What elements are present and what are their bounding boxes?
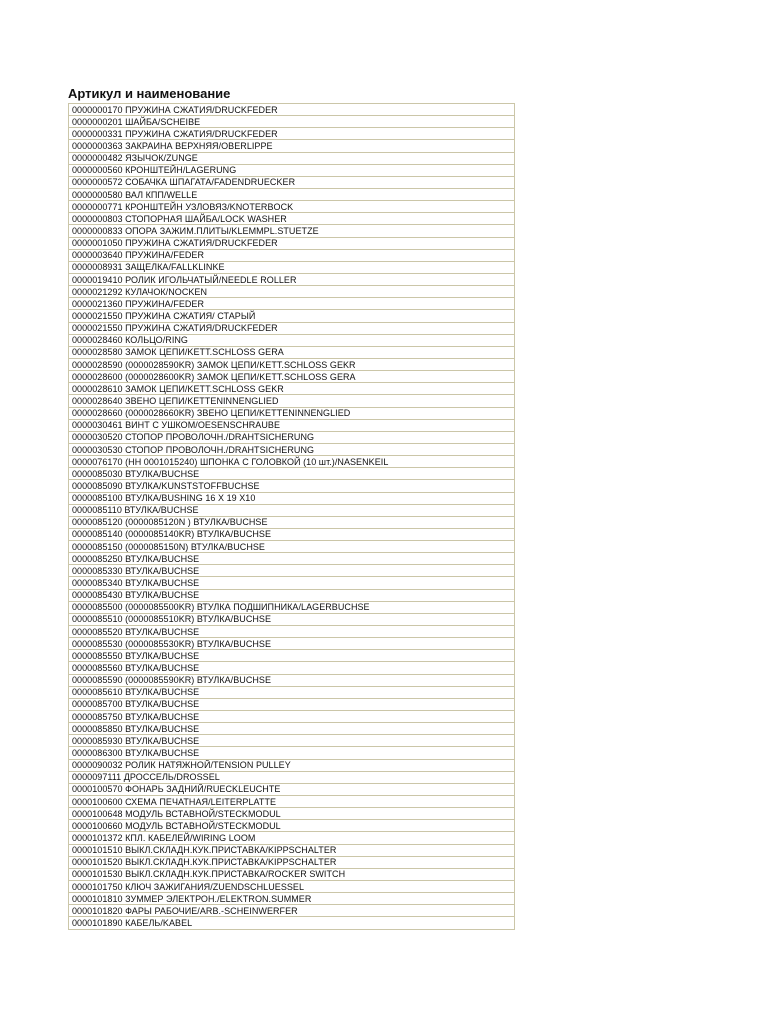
- table-row: [69, 759, 515, 771]
- table-row: [69, 492, 515, 504]
- part-cell: 0000028600 (0000028600KR) ЗАМОК ЦЕПИ/KETT.SCHLOSS GERA: [69, 371, 515, 383]
- part-cell: 0000085030 ВТУЛКА/BUCHSE: [69, 468, 515, 480]
- table-row: [69, 844, 515, 856]
- table-row: [69, 905, 515, 917]
- part-cell: 0000101372 КПЛ. КАБЕЛЕЙ/WIRING LOOM: [69, 832, 515, 844]
- table-row: [69, 917, 515, 929]
- part-cell: 0000028460 КОЛЬЦО/RING: [69, 334, 515, 346]
- table-row: [69, 456, 515, 468]
- table-row: [69, 346, 515, 358]
- part-cell: 0000085700 ВТУЛКА/BUCHSE: [69, 698, 515, 710]
- part-cell: 0000085330 ВТУЛКА/BUCHSE: [69, 565, 515, 577]
- part-cell: 0000000482 ЯЗЫЧОК/ZUNGE: [69, 152, 515, 164]
- part-cell: 0000008931 ЗАЩЕЛКА/FALLKLINKE: [69, 261, 515, 273]
- part-cell: 0000085610 ВТУЛКА/BUCHSE: [69, 686, 515, 698]
- part-cell: 0000028580 ЗАМОК ЦЕПИ/KETT.SCHLOSS GERA: [69, 346, 515, 358]
- part-cell: 0000000803 СТОПОРНАЯ ШАЙБА/LOCK WASHER: [69, 213, 515, 225]
- part-cell: 0000000201 ШАЙБА/SCHEIBE: [69, 116, 515, 128]
- table-row: [69, 164, 515, 176]
- table-row: [69, 613, 515, 625]
- part-cell: 0000101750 КЛЮЧ ЗАЖИГАНИЯ/ZUENDSCHLUESSEL: [69, 881, 515, 893]
- part-cell: 0000028640 ЗВЕНО ЦЕПИ/KETTENINNENGLIED: [69, 395, 515, 407]
- table-row: [69, 468, 515, 480]
- part-cell: 0000085530 (0000085530KR) ВТУЛКА/BUCHSE: [69, 638, 515, 650]
- part-cell: 0000085100 ВТУЛКА/BUSHING 16 X 19 X10: [69, 492, 515, 504]
- part-cell: 0000085140 (0000085140KR) ВТУЛКА/BUCHSE: [69, 528, 515, 540]
- part-cell: 0000085750 ВТУЛКА/BUCHSE: [69, 711, 515, 723]
- table-row: [69, 674, 515, 686]
- table-row: [69, 443, 515, 455]
- part-cell: 0000100648 МОДУЛЬ ВСТАВНОЙ/STECKMODUL: [69, 808, 515, 820]
- table-row: [69, 601, 515, 613]
- part-cell: 0000100660 МОДУЛЬ ВСТАВНОЙ/STECKMODUL: [69, 820, 515, 832]
- table-row: [69, 662, 515, 674]
- table-row: [69, 152, 515, 164]
- part-cell: 0000085250 ВТУЛКА/BUCHSE: [69, 553, 515, 565]
- table-row: [69, 589, 515, 601]
- table-row: [69, 431, 515, 443]
- part-cell: 0000030520 СТОПОР ПРОВОЛОЧН./DRAHTSICHERUNG: [69, 431, 515, 443]
- table-row: [69, 868, 515, 880]
- table-row: [69, 783, 515, 795]
- part-cell: 0000030530 СТОПОР ПРОВОЛОЧН./DRAHTSICHERUNG: [69, 443, 515, 455]
- table-row: [69, 249, 515, 261]
- table-row: [69, 771, 515, 783]
- part-cell: 0000003640 ПРУЖИНА/FEDER: [69, 249, 515, 261]
- table-row: [69, 322, 515, 334]
- part-cell: 0000085090 ВТУЛКА/KUNSTSTOFFBUCHSE: [69, 480, 515, 492]
- part-cell: 0000000771 КРОНШТЕЙН УЗЛОВЯЗ/KNOTERBOCK: [69, 201, 515, 213]
- part-cell: 0000086300 ВТУЛКА/BUCHSE: [69, 747, 515, 759]
- part-cell: 0000000572 СОБАЧКА ШПАГАТА/FADENDRUECKER: [69, 176, 515, 188]
- table-row: [69, 638, 515, 650]
- part-cell: 0000085500 (0000085500KR) ВТУЛКА ПОДШИПНИКА/LAGERBUCHSE: [69, 601, 515, 613]
- table-row: [69, 832, 515, 844]
- part-cell: 0000076170 (HH 0001015240) ШПОНКА С ГОЛОВКОЙ (10 шт.)/NASENKEIL: [69, 456, 515, 468]
- part-cell: 0000001050 ПРУЖИНА СЖАТИЯ/DRUCKFEDER: [69, 237, 515, 249]
- table-row: [69, 504, 515, 516]
- table-row: [69, 140, 515, 152]
- part-cell: 0000028660 (0000028660KR) ЗВЕНО ЦЕПИ/KETTENINNENGLIED: [69, 407, 515, 419]
- part-cell: 0000097111 ДРОССЕЛЬ/DROSSEL: [69, 771, 515, 783]
- table-row: [69, 104, 515, 116]
- part-cell: 0000085560 ВТУЛКА/BUCHSE: [69, 662, 515, 674]
- table-row: [69, 711, 515, 723]
- table-row: [69, 395, 515, 407]
- parts-table-body: [69, 104, 515, 930]
- table-row: [69, 565, 515, 577]
- table-row: [69, 893, 515, 905]
- table-row: [69, 808, 515, 820]
- part-cell: 0000085120 (0000085120N ) ВТУЛКА/BUCHSE: [69, 516, 515, 528]
- table-row: [69, 273, 515, 285]
- table-row: [69, 286, 515, 298]
- parts-sheet: [68, 86, 515, 930]
- column-title: Артикул и наименование: [68, 86, 231, 101]
- part-cell: 0000101810 ЗУММЕР ЭЛЕКТРОН./ELEKTRON.SUMMER: [69, 893, 515, 905]
- part-cell: 0000000560 КРОНШТЕЙН/LAGERUNG: [69, 164, 515, 176]
- table-row: [69, 371, 515, 383]
- parts-table: [68, 103, 515, 930]
- table-row: [69, 213, 515, 225]
- table-row: [69, 553, 515, 565]
- table-row: [69, 298, 515, 310]
- table-row: [69, 237, 515, 249]
- part-cell: 0000028590 (0000028590KR) ЗАМОК ЦЕПИ/KETT.SCHLOSS GEKR: [69, 358, 515, 370]
- table-row: [69, 516, 515, 528]
- part-cell: 0000100600 СХЕМА ПЕЧАТНАЯ/LEITERPLATTE: [69, 796, 515, 808]
- table-row: [69, 334, 515, 346]
- part-cell: 0000085930 ВТУЛКА/BUCHSE: [69, 735, 515, 747]
- table-row: [69, 176, 515, 188]
- table-row: [69, 881, 515, 893]
- part-cell: 0000085340 ВТУЛКА/BUCHSE: [69, 577, 515, 589]
- part-cell: 0000085520 ВТУЛКА/BUCHSE: [69, 626, 515, 638]
- table-row: [69, 796, 515, 808]
- part-cell: 0000000580 ВАЛ КПП/WELLE: [69, 188, 515, 200]
- table-row: [69, 407, 515, 419]
- part-cell: 0000101890 КАБЕЛЬ/KABEL: [69, 917, 515, 929]
- part-cell: 0000101530 ВЫКЛ.СКЛАДН.КУК.ПРИСТАВКА/ROCKER SWITCH: [69, 868, 515, 880]
- part-cell: 0000021360 ПРУЖИНА/FEDER: [69, 298, 515, 310]
- part-cell: 0000030461 ВИНТ С УШКОМ/OESENSCHRAUBE: [69, 419, 515, 431]
- part-cell: 0000085590 (0000085590KR) ВТУЛКА/BUCHSE: [69, 674, 515, 686]
- table-row: [69, 528, 515, 540]
- table-row: [69, 856, 515, 868]
- table-row: [69, 686, 515, 698]
- table-row: [69, 116, 515, 128]
- part-cell: 0000000833 ОПОРА ЗАЖИМ.ПЛИТЫ/KLEMMPL.STUETZE: [69, 225, 515, 237]
- part-cell: 0000090032 РОЛИК НАТЯЖНОЙ/TENSION PULLEY: [69, 759, 515, 771]
- part-cell: 0000021550 ПРУЖИНА СЖАТИЯ/DRUCKFEDER: [69, 322, 515, 334]
- part-cell: 0000085850 ВТУЛКА/BUCHSE: [69, 723, 515, 735]
- table-row: [69, 310, 515, 322]
- table-row: [69, 358, 515, 370]
- part-cell: 0000085150 (0000085150N) ВТУЛКА/BUCHSE: [69, 541, 515, 553]
- table-row: [69, 541, 515, 553]
- part-cell: 0000100570 ФОНАРЬ ЗАДНИЙ/RUECKLEUCHTE: [69, 783, 515, 795]
- part-cell: 0000085110 ВТУЛКА/BUCHSE: [69, 504, 515, 516]
- table-row: [69, 225, 515, 237]
- part-cell: 0000101820 ФАРЫ РАБОЧИЕ/ARB.-SCHEINWERFER: [69, 905, 515, 917]
- table-row: [69, 747, 515, 759]
- table-row: [69, 383, 515, 395]
- table-row: [69, 261, 515, 273]
- table-row: [69, 480, 515, 492]
- part-cell: 0000000331 ПРУЖИНА СЖАТИЯ/DRUCKFEDER: [69, 128, 515, 140]
- table-row: [69, 650, 515, 662]
- table-row: [69, 698, 515, 710]
- part-cell: 0000101510 ВЫКЛ.СКЛАДН.КУК.ПРИСТАВКА/KIPPSCHALTER: [69, 844, 515, 856]
- part-cell: 0000028610 ЗАМОК ЦЕПИ/KETT.SCHLOSS GEKR: [69, 383, 515, 395]
- table-row: [69, 188, 515, 200]
- part-cell: 0000000170 ПРУЖИНА СЖАТИЯ/DRUCKFEDER: [69, 104, 515, 116]
- table-row: [69, 128, 515, 140]
- table-row: [69, 723, 515, 735]
- part-cell: 0000085550 ВТУЛКА/BUCHSE: [69, 650, 515, 662]
- table-row: [69, 626, 515, 638]
- part-cell: 0000019410 РОЛИК ИГОЛЬЧАТЫЙ/NEEDLE ROLLER: [69, 273, 515, 285]
- table-row: [69, 201, 515, 213]
- table-row: [69, 577, 515, 589]
- table-row: [69, 820, 515, 832]
- part-cell: 0000085510 (0000085510KR) ВТУЛКА/BUCHSE: [69, 613, 515, 625]
- table-row: [69, 735, 515, 747]
- part-cell: 0000101520 ВЫКЛ.СКЛАДН.КУК.ПРИСТАВКА/KIPPSCHALTER: [69, 856, 515, 868]
- part-cell: 0000000363 ЗАКРАИНА ВЕРХНЯЯ/OBERLIPPE: [69, 140, 515, 152]
- part-cell: 0000085430 ВТУЛКА/BUCHSE: [69, 589, 515, 601]
- part-cell: 0000021292 КУЛАЧОК/NOCKEN: [69, 286, 515, 298]
- part-cell: 0000021550 ПРУЖИНА СЖАТИЯ/ СТАРЫЙ: [69, 310, 515, 322]
- table-row: [69, 419, 515, 431]
